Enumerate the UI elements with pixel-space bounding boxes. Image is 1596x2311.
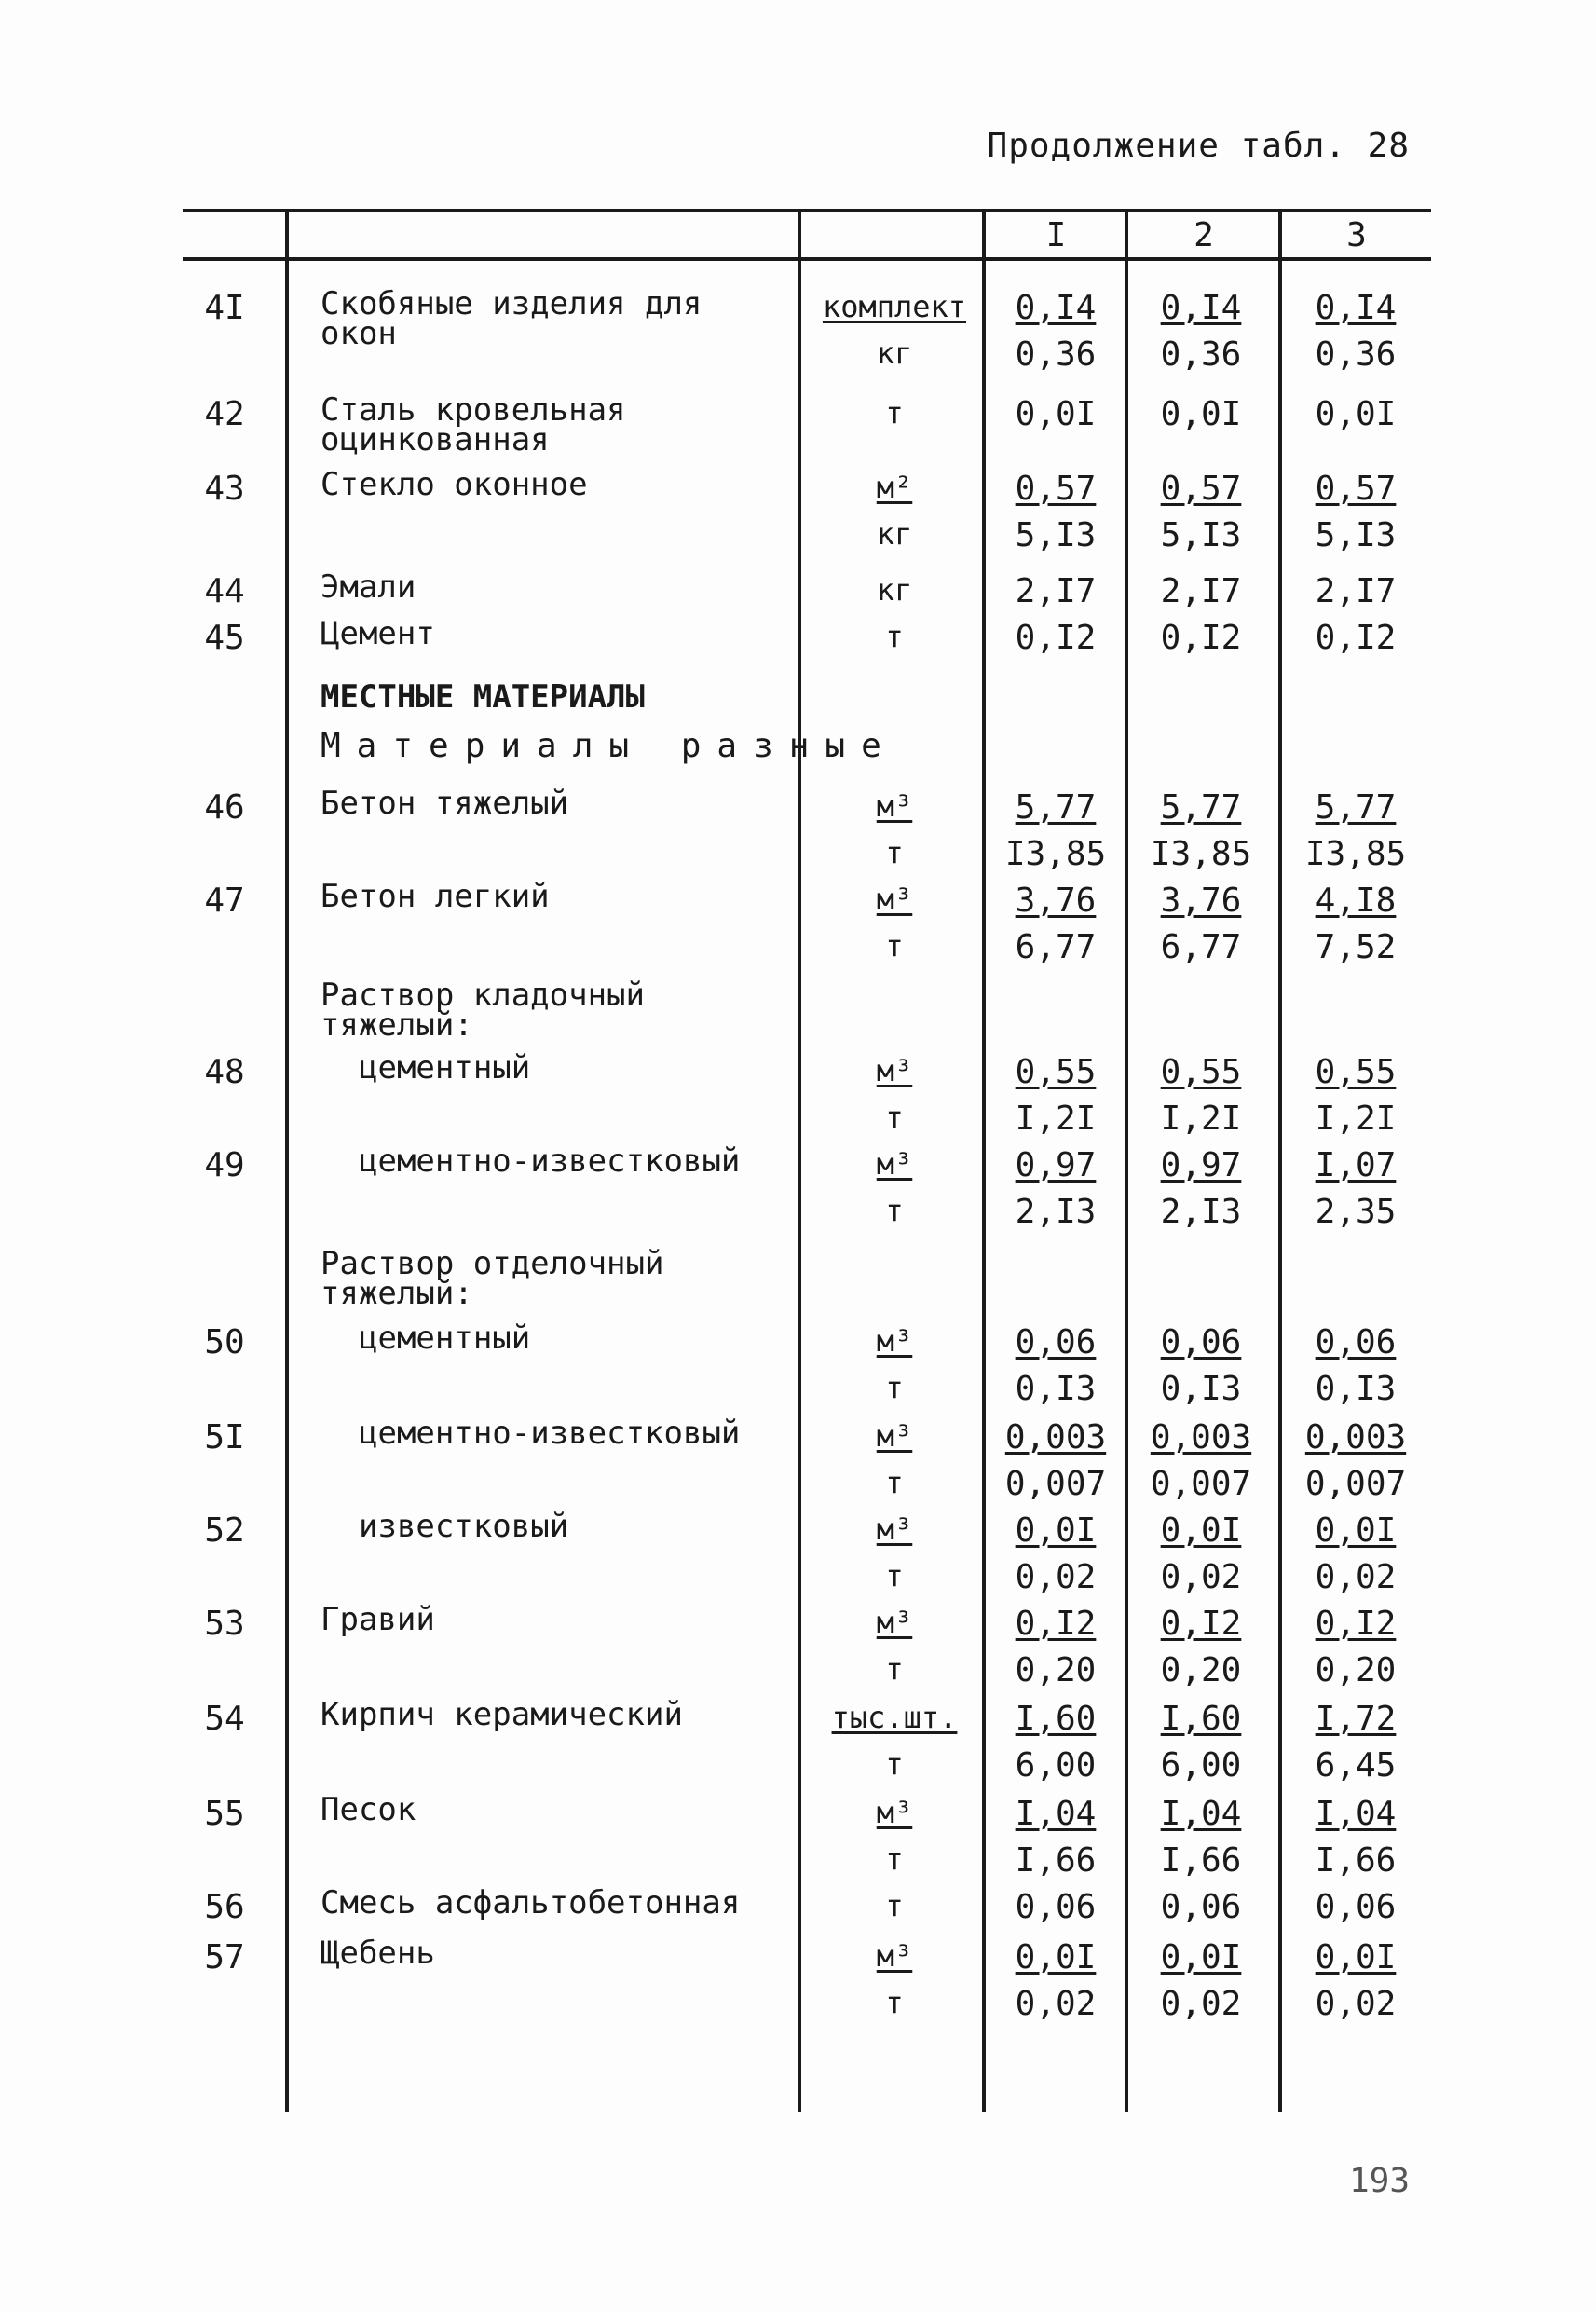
row-value-col3: 0,02 [1315, 1985, 1397, 2023]
row-material-name: Песок [321, 1791, 416, 1828]
row-value-col2: I,2I [1160, 1100, 1242, 1138]
row-value-col2: 0,0I [1160, 395, 1242, 433]
table-top-rule [183, 209, 1431, 212]
row-unit: м³ [876, 1605, 913, 1640]
row-unit: м³ [876, 1418, 913, 1454]
table-caption: Продолжение табл. 28 [987, 127, 1410, 165]
row-material-name: известковый [359, 1508, 569, 1545]
row-value-col1: 0,0I [1015, 1511, 1097, 1550]
row-value-col2: 5,77 [1160, 788, 1242, 827]
row-value-col3: 0,I2 [1315, 619, 1397, 657]
row-material-name: Гравий [321, 1601, 435, 1638]
row-unit: т [885, 1888, 904, 1923]
row-value-col3: 0,0I [1315, 1938, 1397, 1976]
row-number: 43 [204, 470, 245, 508]
row-number: 48 [204, 1053, 245, 1091]
row-number: 45 [204, 619, 245, 657]
column-header-2: 2 [1194, 216, 1214, 254]
row-material-name: Кирпич керамический [321, 1696, 683, 1733]
row-unit: т [885, 1370, 904, 1405]
row-value-col2: 6,00 [1160, 1746, 1242, 1785]
row-value-col1: I3,85 [1004, 835, 1107, 873]
row-value-col2: 2,I7 [1160, 572, 1242, 610]
row-value-col3: 0,20 [1315, 1651, 1397, 1689]
row-value-col1: 0,36 [1015, 335, 1097, 374]
row-value-col3: I,72 [1315, 1700, 1397, 1738]
row-number: 53 [204, 1605, 245, 1643]
row-value-col2: 0,20 [1160, 1651, 1242, 1689]
row-value-col2: 0,0I [1160, 1511, 1242, 1550]
row-material-name: Цемент [321, 615, 435, 652]
row-value-col1: 0,02 [1015, 1558, 1097, 1596]
row-value-col2: 0,02 [1160, 1558, 1242, 1596]
subsection-heading-misc-materials: Материалы разные [321, 727, 897, 765]
row-value-col1: 0,003 [1004, 1418, 1107, 1456]
row-value-col1: 6,77 [1015, 928, 1097, 966]
row-material-name: Смесь асфальтобетонная [321, 1884, 741, 1921]
row-material-name: Сталь кровельная оцинкованная [321, 391, 626, 458]
row-value-col1: 0,20 [1015, 1651, 1097, 1689]
row-unit: т [885, 395, 904, 431]
row-material-name: Бетон легкий [321, 878, 550, 915]
row-value-col3: 0,007 [1304, 1465, 1407, 1503]
row-value-col1: I,2I [1015, 1100, 1097, 1138]
row-value-col1: 5,I3 [1015, 516, 1097, 554]
row-value-col3: 0,I2 [1315, 1605, 1397, 1643]
row-value-col2: 0,007 [1150, 1465, 1252, 1503]
row-unit: м³ [876, 1795, 913, 1830]
row-value-col1: I,66 [1015, 1841, 1097, 1880]
row-value-col1: 0,97 [1015, 1146, 1097, 1184]
row-value-col2: I,04 [1160, 1795, 1242, 1833]
row-value-col2: 0,I3 [1160, 1370, 1242, 1408]
row-unit: м³ [876, 1053, 913, 1088]
row-value-col3: 0,I3 [1315, 1370, 1397, 1408]
row-value-col2: 0,36 [1160, 335, 1242, 374]
row-value-col3: 2,35 [1315, 1193, 1397, 1231]
row-value-col3: 5,I3 [1315, 516, 1397, 554]
row-unit: т [885, 1558, 904, 1593]
row-value-col3: 6,45 [1315, 1746, 1397, 1785]
row-value-col3: 0,0I [1315, 395, 1397, 433]
row-number: 54 [204, 1700, 245, 1738]
row-unit: т [885, 928, 904, 964]
row-value-col2: 0,I2 [1160, 619, 1242, 657]
row-value-col2: I,66 [1160, 1841, 1242, 1880]
row-value-col3: 0,06 [1315, 1888, 1397, 1926]
row-number: 44 [204, 572, 245, 610]
row-unit: м³ [876, 1938, 913, 1974]
row-value-col1: 2,I3 [1015, 1193, 1097, 1231]
row-unit: м³ [876, 1146, 913, 1182]
row-value-col2: 6,77 [1160, 928, 1242, 966]
row-number: 50 [204, 1323, 245, 1361]
row-unit: т [885, 1100, 904, 1135]
page-number: 193 [1348, 2162, 1410, 2200]
header-bottom-rule [183, 257, 1431, 261]
row-value-col3: 0,0I [1315, 1511, 1397, 1550]
row-unit: т [885, 619, 904, 654]
row-value-col2: 2,I3 [1160, 1193, 1242, 1231]
row-value-col2: 0,0I [1160, 1938, 1242, 1976]
row-value-col3: 0,003 [1304, 1418, 1407, 1456]
row-value-col2: 0,003 [1150, 1418, 1252, 1456]
row-number: 55 [204, 1795, 245, 1833]
row-value-col1: 0,0I [1015, 1938, 1097, 1976]
row-value-col2: 0,55 [1160, 1053, 1242, 1091]
row-value-col3: 0,02 [1315, 1558, 1397, 1596]
row-value-col1: 0,I2 [1015, 619, 1097, 657]
row-unit: т [885, 1985, 904, 2020]
row-unit: кг [876, 572, 913, 608]
row-value-col3: 5,77 [1315, 788, 1397, 827]
row-value-col3: 7,52 [1315, 928, 1397, 966]
row-value-col1: I,60 [1015, 1700, 1097, 1738]
section-heading-local-materials: МЕСТНЫЕ МАТЕРИАЛЫ [321, 678, 645, 716]
row-value-col1: 0,06 [1015, 1888, 1097, 1926]
row-value-col1: 0,I3 [1015, 1370, 1097, 1408]
row-value-col2: 0,I2 [1160, 1605, 1242, 1643]
row-value-col3: 0,57 [1315, 470, 1397, 508]
row-unit: кг [876, 335, 913, 371]
row-unit: тыс.шт. [831, 1700, 958, 1735]
row-material-name: Стекло оконное [321, 466, 588, 503]
row-value-col2: 3,76 [1160, 882, 1242, 920]
row-value-col3: I,04 [1315, 1795, 1397, 1833]
row-value-col1: 2,I7 [1015, 572, 1097, 610]
group-heading-finishing-mortar: Раствор отделочный тяжелый: [321, 1245, 664, 1312]
row-unit: т [885, 1651, 904, 1687]
row-material-name: Щебень [321, 1935, 435, 1972]
row-number: 5I [204, 1418, 245, 1456]
row-unit: м³ [876, 882, 913, 917]
row-value-col2: 0,97 [1160, 1146, 1242, 1184]
row-unit: т [885, 835, 904, 870]
row-value-col1: 6,00 [1015, 1746, 1097, 1785]
row-unit: т [885, 1465, 904, 1500]
row-value-col3: 0,36 [1315, 335, 1397, 374]
row-material-name: Бетон тяжелый [321, 785, 569, 822]
row-value-col3: 4,I8 [1315, 882, 1397, 920]
row-value-col1: 0,0I [1015, 395, 1097, 433]
row-value-col1: 0,I4 [1015, 289, 1097, 327]
column-header-3: 3 [1346, 216, 1367, 254]
row-value-col2: I3,85 [1150, 835, 1252, 873]
row-unit: т [885, 1193, 904, 1228]
row-value-col1: 0,02 [1015, 1985, 1097, 2023]
row-number: 49 [204, 1146, 245, 1184]
row-unit: м³ [876, 788, 913, 824]
row-unit: т [885, 1746, 904, 1782]
row-value-col2: 0,06 [1160, 1323, 1242, 1361]
row-material-name: Скобяные изделия для окон [321, 285, 703, 352]
row-value-col3: I3,85 [1304, 835, 1407, 873]
column-divider-number [285, 211, 289, 2112]
row-value-col2: 0,57 [1160, 470, 1242, 508]
row-unit: м³ [876, 1323, 913, 1359]
row-value-col3: 0,I4 [1315, 289, 1397, 327]
row-value-col3: 0,55 [1315, 1053, 1397, 1091]
row-value-col1: 5,77 [1015, 788, 1097, 827]
row-material-name: цементный [359, 1049, 531, 1087]
row-material-name: цементно-известковый [359, 1415, 741, 1452]
row-unit: кг [876, 516, 913, 552]
row-material-name: Эмали [321, 568, 416, 606]
row-value-col1: 0,I2 [1015, 1605, 1097, 1643]
row-value-col1: 0,57 [1015, 470, 1097, 508]
row-unit: т [885, 1841, 904, 1877]
row-value-col2: 5,I3 [1160, 516, 1242, 554]
row-unit: м² [876, 470, 913, 505]
row-value-col1: I,04 [1015, 1795, 1097, 1833]
row-value-col2: I,60 [1160, 1700, 1242, 1738]
row-number: 56 [204, 1888, 245, 1926]
row-material-name: цементно-известковый [359, 1142, 741, 1180]
column-header-1: I [1045, 216, 1067, 254]
row-number: 47 [204, 882, 245, 920]
row-unit: м³ [876, 1511, 913, 1547]
row-number: 46 [204, 788, 245, 827]
row-number: 52 [204, 1511, 245, 1550]
row-value-col2: 0,06 [1160, 1888, 1242, 1926]
column-divider-col2 [1278, 211, 1282, 2112]
row-unit: комплект [822, 289, 967, 324]
row-number: 57 [204, 1938, 245, 1976]
row-value-col1: 0,06 [1015, 1323, 1097, 1361]
row-value-col1: 0,007 [1004, 1465, 1107, 1503]
row-value-col2: 0,02 [1160, 1985, 1242, 2023]
row-value-col3: 2,I7 [1315, 572, 1397, 610]
row-value-col1: 0,55 [1015, 1053, 1097, 1091]
group-heading-masonry-mortar: Раствор кладочный тяжелый: [321, 977, 645, 1044]
row-value-col3: 0,06 [1315, 1323, 1397, 1361]
row-number: 42 [204, 395, 245, 433]
row-number: 4I [204, 289, 245, 327]
row-value-col3: I,2I [1315, 1100, 1397, 1138]
row-value-col3: I,07 [1315, 1146, 1397, 1184]
row-value-col2: 0,I4 [1160, 289, 1242, 327]
row-value-col3: I,66 [1315, 1841, 1397, 1880]
row-material-name: цементный [359, 1320, 531, 1357]
row-value-col1: 3,76 [1015, 882, 1097, 920]
